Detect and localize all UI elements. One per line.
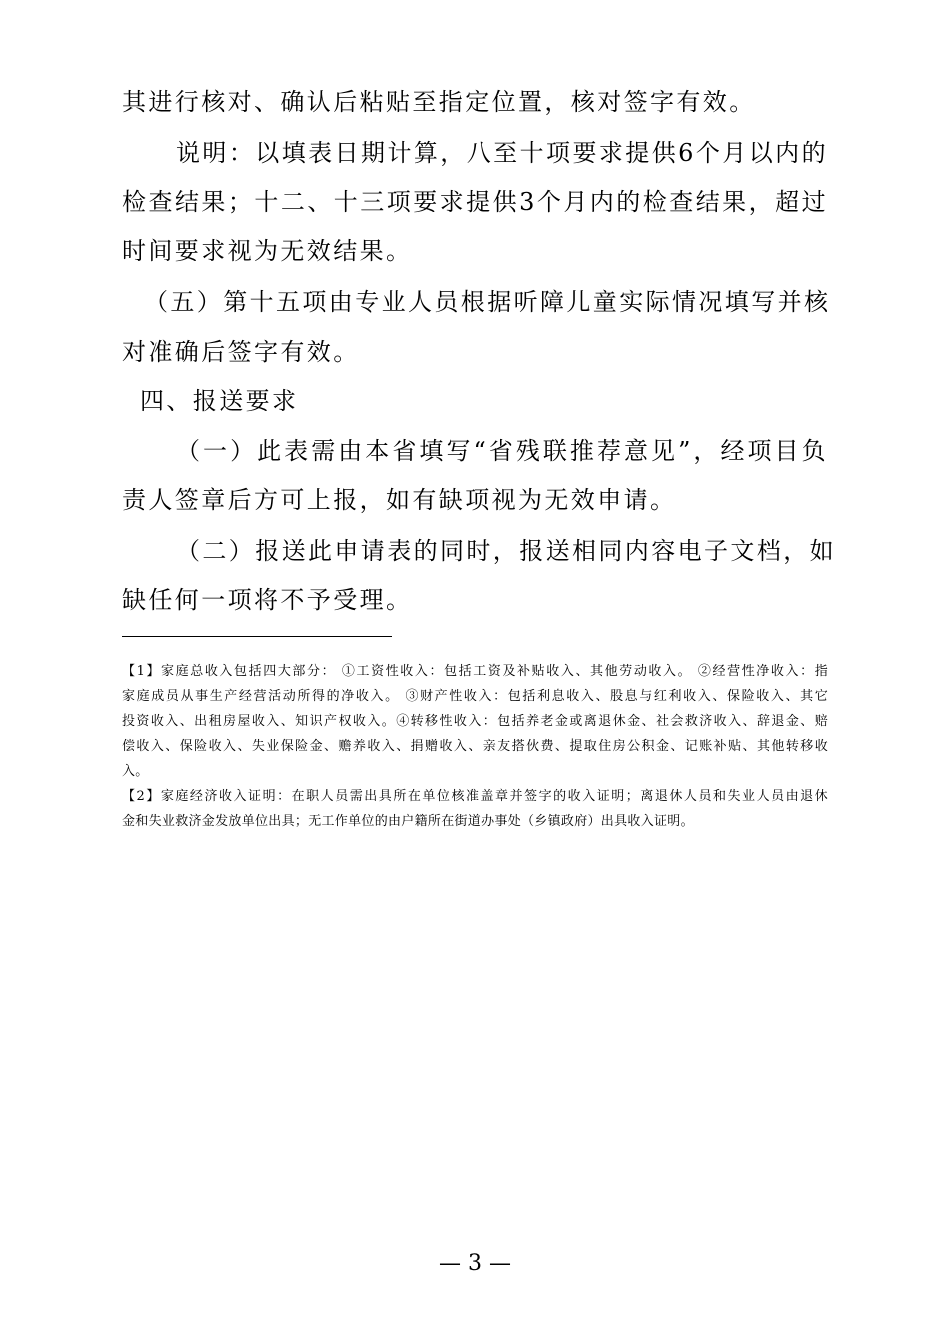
footnote-1-line-3: 投资收入、出租房屋收入、知识产权收入。④转移性收入：包括养老金或离退休金、社会救济收入、辞退金、赔 [122, 714, 828, 729]
body-line-6: 对准确后签字有效。 [122, 338, 360, 366]
body-line-9: 责人签章后方可上报，如有缺项视为无效申请。 [122, 486, 677, 514]
footnote-2-line-1: 【2】家庭经济收入证明：在职人员需出具所在单位核准盖章并签字的收入证明；离退休人员和失业人员由退休 [122, 789, 828, 804]
body-line-3: 检查结果；十二、十三项要求提供3个月内的检查结果，超过 [122, 188, 828, 216]
page-number: — 3 — [439, 1251, 511, 1276]
footnote-1-line-2: 家庭成员从事生产经营活动所得的净收入。 ③财产性收入：包括利息收入、股息与红利收入、保险收入、其它 [122, 689, 828, 704]
body-line-10: （二）报送此申请表的同时，报送相同内容电子文档，如 [176, 537, 836, 565]
body-line-2: 说明：以填表日期计算，八至十项要求提供6个月以内的 [176, 139, 828, 167]
body-line-5: （五）第十五项由专业人员根据听障儿童实际情况填写并核 [144, 288, 831, 316]
footnote-2-line-2: 金和失业救济金发放单位出具；无工作单位的由户籍所在街道办事处（乡镇政府）出具收入证明。 [122, 814, 694, 829]
footnote-1-line-5: 入。 [122, 764, 149, 779]
section-heading: 四、报送要求 [140, 387, 299, 415]
body-line-1: 其进行核对、确认后粘贴至指定位置，核对签字有效。 [122, 88, 756, 116]
body-line-11: 缺任何一项将不予受理。 [122, 586, 413, 614]
footnote-1-line-4: 偿收入、保险收入、失业保险金、赡养收入、捐赠收入、亲友搭伙费、提取住房公积金、记账补贴、其他转移收 [122, 739, 828, 754]
footnote-separator [122, 636, 392, 637]
body-line-4: 时间要求视为无效结果。 [122, 237, 413, 265]
body-line-8: （一）此表需由本省填写“省残联推荐意见”，经项目负 [176, 437, 828, 465]
footnote-1-line-1: 【1】家庭总收入包括四大部分： ①工资性收入：包括工资及补贴收入、其他劳动收入。 ②经营性净收入：指 [122, 664, 828, 679]
